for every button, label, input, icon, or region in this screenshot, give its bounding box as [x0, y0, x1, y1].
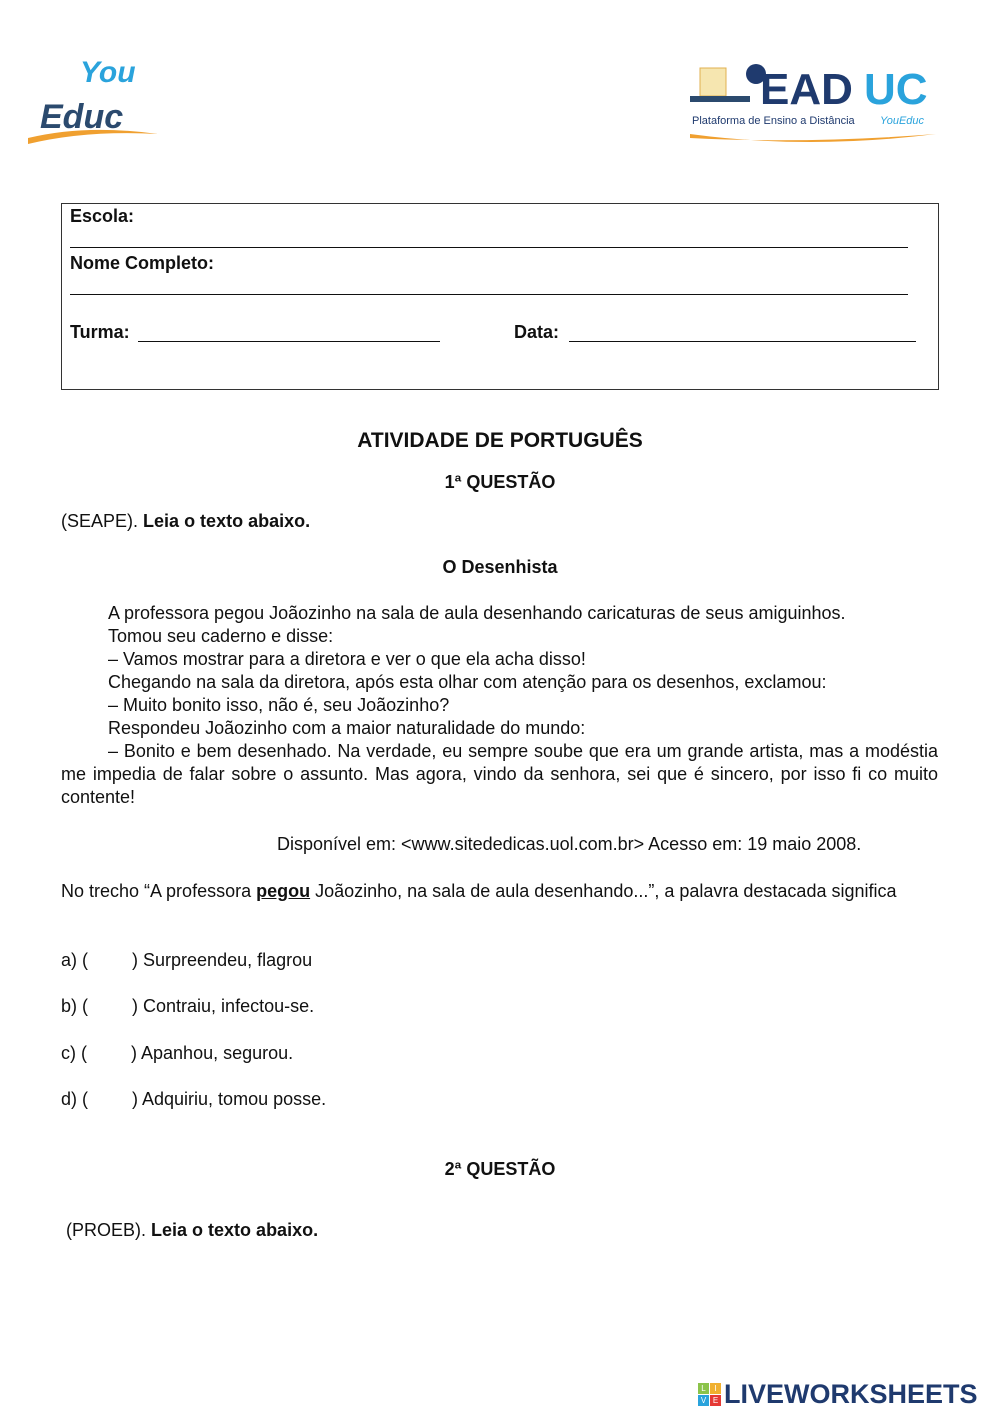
option-letter: c) (: [61, 1043, 87, 1063]
text-last-paragraph: – Bonito e bem desenhado. Na verdade, eu sempre soube que era um grande artista, mas a modéstia me impedia de falar sobre o assunto. Mas agora, vindo da senhora, sei que é sincero, por isso fi co muito contente!: [61, 741, 938, 807]
option-a[interactable]: [61, 950, 312, 971]
badge-letter: I: [710, 1383, 721, 1394]
badge-letter: E: [710, 1395, 721, 1406]
logo-subtitle: Plataforma de Ensino a Distância: [692, 115, 855, 127]
date-field[interactable]: [569, 341, 916, 342]
text-line: Respondeu Joãozinho com a maior naturalidade do mundo:: [108, 718, 586, 738]
question-2-heading: 2ª QUESTÃO: [444, 1159, 556, 1179]
option-letter: b) (: [61, 996, 88, 1016]
text-line: – Vamos mostrar para a diretora e ver o que ela acha disso!: [108, 649, 586, 669]
page-title: ATIVIDADE DE PORTUGUÊS: [357, 429, 643, 452]
option-close: ): [132, 996, 138, 1016]
logo-ead-text: EAD: [760, 65, 853, 114]
name-field[interactable]: [70, 294, 908, 295]
question-1-prompt: [61, 880, 938, 903]
text-title: O Desenhista: [442, 557, 558, 577]
student-info-box: [61, 203, 939, 390]
badge-letter: L: [698, 1383, 709, 1394]
option-text: Adquiriu, tomou posse.: [142, 1089, 327, 1109]
option-text: Contraiu, infectou-se.: [143, 996, 315, 1016]
youeduc-logo: [26, 52, 166, 148]
highlighted-word: pegou: [256, 881, 311, 901]
logo-educ-text: Educ: [40, 98, 124, 136]
badge-letter: V: [698, 1395, 709, 1406]
option-close: ): [132, 950, 138, 970]
question-1-source: (SEAPE).: [61, 511, 139, 531]
logo-you-text: You: [80, 56, 136, 89]
school-field[interactable]: [70, 247, 908, 248]
option-close: ): [132, 1089, 138, 1109]
question-1-intro: [61, 511, 310, 532]
text-line: A professora pegou Joãozinho na sala de aula desenhando caricaturas de seus amiguinhos.: [108, 603, 846, 623]
option-close: ): [131, 1043, 137, 1063]
eaduc-logo: [688, 58, 938, 148]
school-label: Escola:: [70, 206, 135, 226]
text-line: Chegando na sala da diretora, após esta olhar com atenção para os desenhos, exclamou:: [108, 672, 827, 692]
option-b[interactable]: [61, 996, 314, 1017]
text-line: – Muito bonito isso, não é, seu Joãozinho?: [108, 695, 450, 715]
brand-text: LIVEWORKSHEETS: [724, 1379, 978, 1409]
question-2-instruction: Leia o texto abaixo.: [151, 1220, 319, 1240]
question-1-instruction: Leia o texto abaixo.: [143, 511, 311, 531]
question-1-heading: 1ª QUESTÃO: [444, 472, 556, 492]
prompt-text: Joãozinho, na sala de aula desenhando...”, a palavra destacada significa: [310, 881, 897, 901]
prompt-text: No trecho “A professora: [61, 881, 257, 901]
option-text: Surpreendeu, flagrou: [143, 950, 313, 970]
date-label: Data:: [514, 322, 560, 342]
class-field[interactable]: [138, 341, 440, 342]
live-badge-icon: [698, 1383, 721, 1406]
question-2-intro: [66, 1220, 318, 1241]
citation: Disponível em: <www.sitededicas.uol.com.br> Acesso em: 19 maio 2008.: [277, 834, 862, 854]
logo-subtitle-brand: YouEduc: [880, 115, 925, 127]
question-2-source: (PROEB).: [66, 1220, 147, 1240]
option-letter: d) (: [61, 1089, 88, 1109]
option-c[interactable]: [61, 1043, 293, 1064]
option-letter: a) (: [61, 950, 88, 970]
name-label: Nome Completo:: [70, 253, 214, 273]
logo-uc-text: UC: [864, 65, 928, 114]
option-text: Apanhou, segurou.: [141, 1043, 294, 1063]
class-label: Turma:: [70, 322, 130, 342]
liveworksheets-logo: [698, 1379, 978, 1410]
text-line: Tomou seu caderno e disse:: [108, 626, 334, 646]
option-d[interactable]: [61, 1089, 326, 1110]
